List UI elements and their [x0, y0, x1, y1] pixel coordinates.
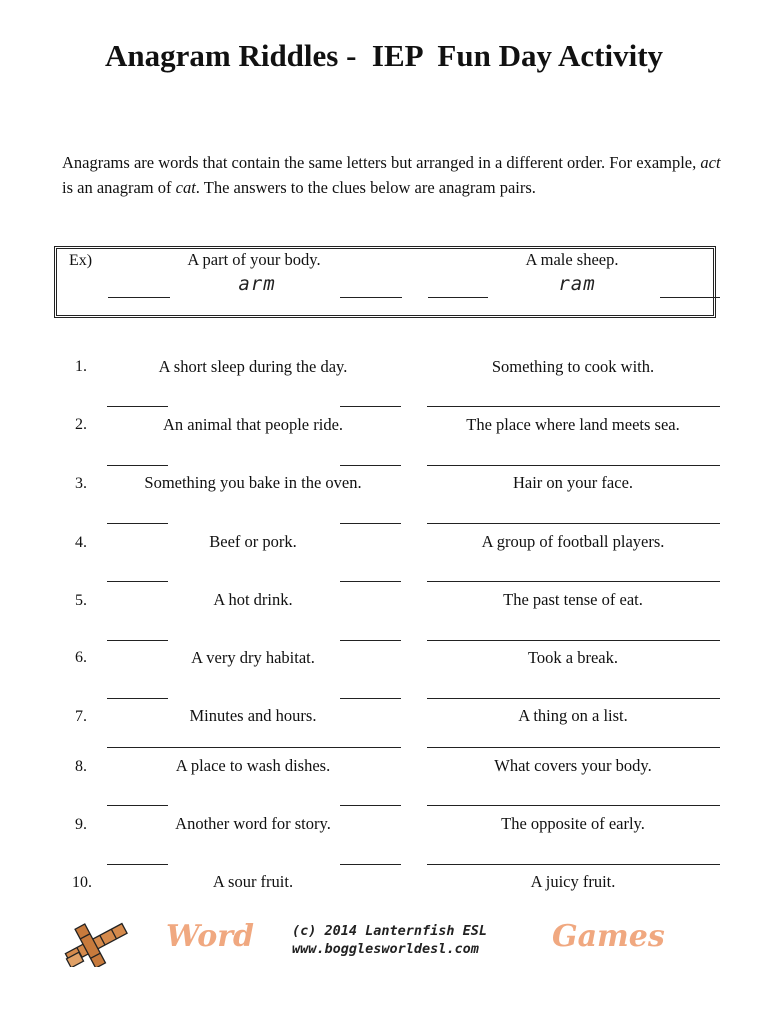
riddle-left-clue: An animal that people ride. [162, 415, 344, 434]
example-right-answer: ram [558, 273, 596, 295]
answer-blank[interactable] [107, 698, 168, 699]
riddle-left-clue: Another word for story. [175, 814, 331, 833]
answer-blank[interactable] [340, 698, 401, 699]
answer-blank[interactable] [340, 864, 401, 865]
intro-paragraph [62, 150, 722, 200]
riddle-right-clue: A group of football players. [481, 532, 665, 551]
answer-blank[interactable] [107, 581, 168, 582]
brand-games: Games [552, 919, 665, 954]
answer-blank[interactable] [427, 640, 720, 641]
website-text: www.bogglesworldesl.com [292, 941, 479, 957]
riddle-right-clue: Took a break. [527, 648, 619, 667]
riddle-right-clue: The place where land meets sea. [466, 415, 680, 434]
answer-blank[interactable] [107, 465, 168, 466]
answer-blank[interactable] [427, 747, 720, 748]
riddle-left-clue: Minutes and hours. [189, 706, 317, 725]
example-left-answer: arm [238, 273, 276, 295]
answer-blank[interactable] [427, 465, 720, 466]
riddle-number: 3. [75, 475, 87, 492]
answer-blank[interactable] [340, 640, 401, 641]
riddle-number: 2. [75, 416, 87, 433]
brand-word: Word [166, 919, 255, 954]
riddle-right-clue: A thing on a list. [518, 706, 628, 725]
riddle-number: 6. [75, 649, 87, 666]
answer-blank[interactable] [427, 698, 720, 699]
page-title: Anagram Riddles - IEP Fun Day Activity [104, 38, 664, 73]
riddle-left-clue: A very dry habitat. [191, 648, 315, 667]
answer-blank[interactable] [107, 640, 168, 641]
intro-example-word-cat: cat [175, 178, 196, 197]
answer-blank[interactable] [427, 406, 720, 407]
riddle-number: 10. [72, 874, 92, 891]
example-label: Ex) [69, 252, 93, 269]
riddle-left-clue: A hot drink. [213, 590, 293, 609]
answer-blank[interactable] [107, 805, 168, 806]
example-left-clue: A part of your body. [187, 250, 321, 269]
example-box [54, 246, 716, 318]
riddle-right-clue: The past tense of eat. [503, 590, 643, 609]
riddle-left-clue: A place to wash dishes. [175, 756, 331, 775]
answer-blank[interactable] [427, 864, 720, 865]
riddle-right-clue: A juicy fruit. [530, 872, 616, 891]
example-right-clue: A male sheep. [525, 250, 619, 269]
riddle-number: 8. [75, 758, 87, 775]
riddle-number: 1. [75, 358, 87, 375]
riddle-right-clue: What covers your body. [494, 756, 652, 775]
answer-blank[interactable] [340, 523, 401, 524]
riddle-left-clue: A sour fruit. [212, 872, 294, 891]
answer-blank[interactable] [340, 406, 401, 407]
footer-branding [0, 915, 768, 975]
crossword-tiles-logo-icon [62, 919, 130, 967]
riddle-right-clue: Something to cook with. [491, 357, 655, 376]
answer-blank[interactable] [427, 523, 720, 524]
intro-text-2: is an anagram of [62, 178, 176, 197]
riddle-number: 5. [75, 592, 87, 609]
example-blank[interactable] [340, 297, 402, 298]
copyright-text: (c) 2014 Lanternfish ESL [292, 923, 488, 939]
riddle-left-clue: A short sleep during the day. [158, 357, 348, 376]
riddle-number: 7. [75, 708, 87, 725]
riddle-right-clue: Hair on your face. [512, 473, 634, 492]
riddle-number: 4. [75, 534, 87, 551]
intro-example-word-act: act [700, 153, 721, 172]
intro-text-1: Anagrams are words that contain the same letters but arranged in a different order. For example, [62, 153, 701, 172]
riddle-left-clue: Beef or pork. [209, 532, 297, 551]
answer-blank[interactable] [107, 864, 168, 865]
riddle-number: 9. [75, 816, 87, 833]
answer-blank[interactable] [107, 747, 401, 748]
answer-blank[interactable] [340, 805, 401, 806]
answer-blank[interactable] [427, 581, 720, 582]
answer-blank[interactable] [427, 805, 720, 806]
riddle-left-clue: Something you bake in the oven. [144, 473, 362, 492]
example-blank[interactable] [428, 297, 488, 298]
answer-blank[interactable] [107, 523, 168, 524]
intro-text-3: . The answers to the clues below are anagram pairs. [195, 178, 536, 197]
riddle-right-clue: The opposite of early. [501, 814, 645, 833]
answer-blank[interactable] [340, 465, 401, 466]
answer-blank[interactable] [340, 581, 401, 582]
answer-blank[interactable] [107, 406, 168, 407]
example-blank[interactable] [108, 297, 170, 298]
example-blank[interactable] [660, 297, 720, 298]
